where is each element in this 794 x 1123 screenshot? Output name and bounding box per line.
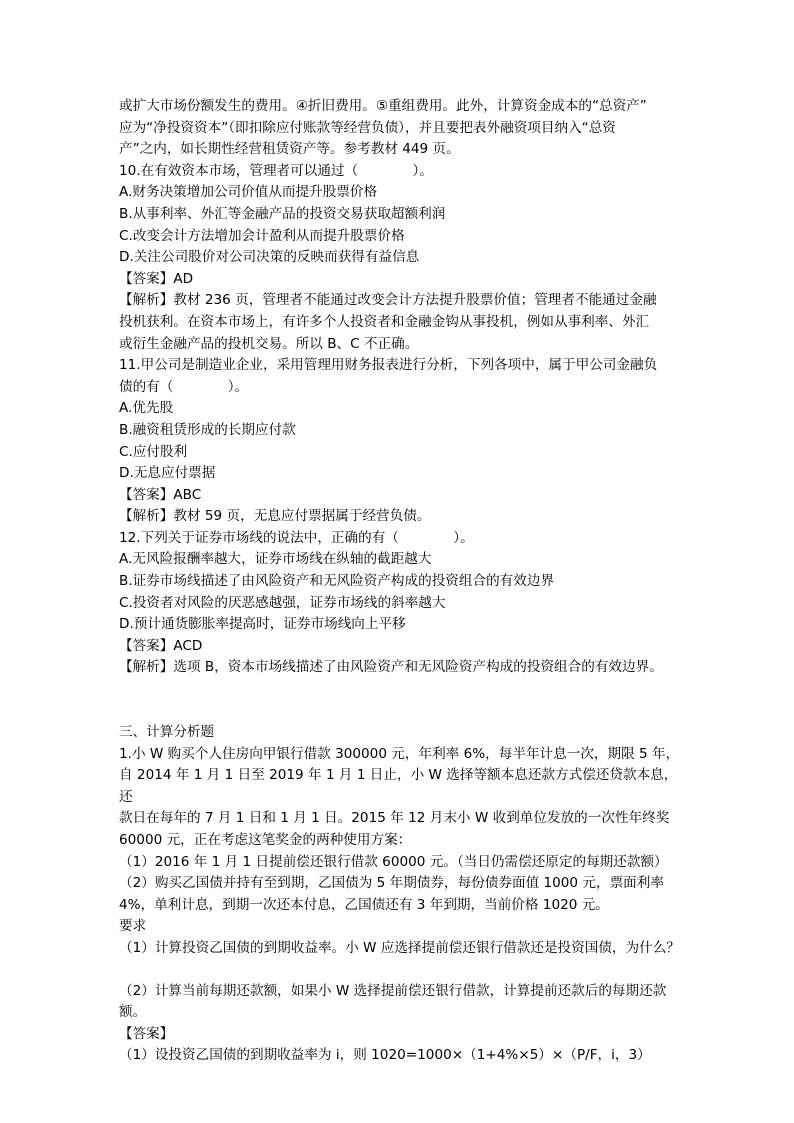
problem-1-line: 自 2014 年 1 月 1 日至 2019 年 1 月 1 日止，小 W 选择等额本息还款方式偿还贷款本息，还 bbox=[119, 767, 678, 805]
section-spacer bbox=[119, 679, 685, 722]
question-12-option-d: D.预计通货膨胀率提高时，证券市场线向上平移 bbox=[119, 616, 406, 633]
question-10-option-a: A.财务决策增加公司价值从而提升股票价格 bbox=[119, 184, 378, 201]
question-12-option-c: C.投资者对风险的厌恶感越强，证券市场线的斜率越大 bbox=[119, 594, 446, 611]
question-10-analysis: 或衍生金融产品的投机交易。所以 B、C 不正确。 bbox=[119, 335, 419, 352]
requirement-1: （1）计算投资乙国债的到期收益率。小 W 应选择提前偿还银行借款还是投资国债，为什么？ bbox=[119, 939, 680, 956]
question-10-stem: 10.在有效资本市场，管理者可以通过（ ）。 bbox=[119, 162, 433, 179]
question-12-analysis: 【解析】选项 B，资本市场线描述了由风险资产和无风险资产构成的投资组合的有效边界。 bbox=[119, 659, 663, 676]
document-body bbox=[119, 96, 685, 1067]
question-12-stem: 12.下列关于证券市场线的说法中，正确的有（ ）。 bbox=[119, 529, 474, 546]
answer-line: （1）设投资乙国债的到期收益率为 i，则 1020=1000×（1+4%×5）×（P/F，i，3） bbox=[119, 1047, 651, 1064]
section-heading: 三、计算分析题 bbox=[119, 724, 215, 741]
question-11-option-b: B.融资租赁形成的长期应付款 bbox=[119, 421, 296, 438]
requirements-label: 要求 bbox=[119, 918, 147, 935]
question-11-option-c: C.应付股利 bbox=[119, 443, 188, 460]
question-10-option-d: D.关注公司股价对公司决策的反映而获得有益信息 bbox=[119, 249, 420, 266]
question-11-option-a: A.优先股 bbox=[119, 400, 174, 417]
continuation-line: 或扩大市场份额发生的费用。④折旧费用。⑤重组费用。此外，计算资金成本的“总资产” bbox=[119, 98, 647, 114]
question-10-analysis: 投机获利。在资本市场上，有许多个人投资者和金融金钩从事投机，例如从事利率、外汇 bbox=[119, 313, 650, 330]
blank-line bbox=[119, 960, 685, 981]
problem-1-option-2: 4%，单利计息，到期一次还本付息，乙国债还有 3 年到期，当前价格 1020 元。 bbox=[119, 896, 609, 913]
question-10-option-c: C.改变会计方法增加会计盈利从而提升股票价格 bbox=[119, 227, 405, 244]
requirement-2: （2）计算当前每期还款额，如果小 W 选择提前偿还银行借款，计算提前还款后的每期还款 bbox=[119, 982, 667, 999]
problem-1-line: 60000 元，正在考虑这笔奖金的两种使用方案： bbox=[119, 832, 412, 848]
problem-1-line: 款日在每年的 7 月 1 日和 1 月 1 日。2015 年 12 月末小 W 收到单位发放的一次性年终奖 bbox=[119, 810, 670, 827]
requirement-2: 额。 bbox=[119, 1004, 147, 1021]
question-11-stem: 债的有（ ）。 bbox=[119, 378, 249, 395]
question-10-answer: 【答案】AD bbox=[119, 270, 194, 287]
question-12-answer: 【答案】ACD bbox=[119, 637, 203, 654]
problem-1-option-2: （2）购买乙国债并持有至到期，乙国债为 5 年期债券，每份债券面值 1000 元，票面利率 bbox=[119, 875, 664, 892]
question-11-stem: 11.甲公司是制造业企业，采用管理用财务报表进行分析，下列各项中，属于甲公司金融负 bbox=[119, 357, 658, 374]
question-11-analysis: 【解析】教材 59 页，无息应付票据属于经营负债。 bbox=[119, 508, 431, 525]
continuation-line: 产”之内，如长期性经营租赁资产等。参考教材 449 页。 bbox=[119, 141, 460, 158]
question-11-answer: 【答案】ABC bbox=[119, 486, 202, 503]
continuation-line: 应为“净投资资本”（即扣除应付账款等经营负债），并且要把表外融资项目纳入“总资 bbox=[119, 119, 616, 136]
question-12-option-a: A.无风险报酬率越大，证券市场线在纵轴的截距越大 bbox=[119, 551, 432, 568]
question-10-analysis: 【解析】教材 236 页，管理者不能通过改变会计方法提升股票价值；管理者不能通过金融 bbox=[119, 292, 657, 309]
problem-1-option-1: （1）2016 年 1 月 1 日提前偿还银行借款 60000 元。（当日仍需偿还原定的每期还款额） bbox=[119, 853, 668, 870]
question-10-option-b: B.从事利率、外汇等金融产品的投资交易获取超额利润 bbox=[119, 205, 446, 222]
question-12-option-b: B.证券市场线描述了由风险资产和无风险资产构成的投资组合的有效边界 bbox=[119, 573, 555, 590]
question-11-option-d: D.无息应付票据 bbox=[119, 465, 216, 482]
answer-label: 【答案】 bbox=[119, 1025, 174, 1042]
problem-1-line: 1.小 W 购买个人住房向甲银行借款 300000 元，年利率 6%，每半年计息一次，期限 5 年， bbox=[119, 745, 680, 762]
